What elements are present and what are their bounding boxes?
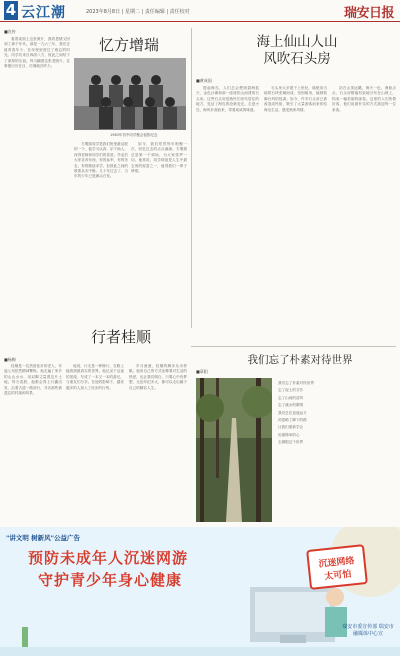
article2-byline: ■黄成国 <box>196 78 212 83</box>
column-divider <box>191 28 192 328</box>
forest-path-icon <box>196 378 272 522</box>
page-number: 4 <box>5 1 17 19</box>
ad-sign-line1: 沉迷网络 <box>318 556 356 570</box>
ad-credit: 瑞安市委宣传部 瑞安市融媒体中心宣 <box>342 624 394 637</box>
ad-headline-2: 守护青少年身心健康 <box>38 571 183 589</box>
article2-title <box>232 34 362 68</box>
ad-tag: "讲文明 树新风"公益广告 <box>6 534 81 542</box>
newspaper-logo: 瑞安日报 <box>343 6 394 21</box>
article3-byline: ■杨梅 <box>4 357 16 362</box>
poem-line: 忘了泥土的芬芳 <box>278 388 304 393</box>
ad-headline-1: 预防未成年人沉迷网游 <box>28 549 189 567</box>
poem-line: 忘了山间的清风 <box>278 395 304 400</box>
article2-title-line1: 海上仙山人山 <box>256 34 338 50</box>
poem-line: 去拥抱这个世界 <box>278 440 304 445</box>
article4-title: 我们忘了朴素对待世界 <box>247 354 353 366</box>
article1-title: 忆方增瑞 <box>98 36 159 54</box>
article1-col3: 如今，我们依然每年相聚一次，回忆过去的点点滴滴。方增瑞总是第一个到场，为大家张罗一切。他常说，同学情谊是人生中最宝贵的财富之一，值得我们一辈子珍惜。 <box>131 142 187 174</box>
section-title: 云江潮 <box>21 5 66 21</box>
public-service-ad <box>0 527 400 656</box>
poem-line: 用最简单的心 <box>278 432 300 437</box>
poem-line: 让我们重新学会 <box>278 425 304 430</box>
article3-col2: 他说，行走是一种修行，在路上能看到最真实的世界。他记录下沿途的见闻，写成了一本又一本的游记，与朋友们分享。在他的影响下，越来越多的人加入了徒步的行列。 <box>66 364 124 390</box>
article4-photo <box>196 378 272 522</box>
poem-line: 忘了溪水的歌唱 <box>278 403 304 408</box>
page-header <box>0 0 400 22</box>
article3-col3: 岁月流逝，桂顺的脚步从未停歇。他用自己的方式诠释着对生活的热爱，也让我们明白，只要心中有梦想，无论年纪多大，都可以走出属于自己的精彩人生。 <box>129 364 187 390</box>
article3-title: 行者桂顺 <box>90 328 151 346</box>
article4-byline: ■章阳 <box>196 369 208 374</box>
ad-sign <box>306 544 368 590</box>
ad-sign-line2: 太可怕 <box>323 569 352 583</box>
article2-col2: 石头房大多建于上世纪，墙壁用当地的石块垒砌而成，坚固耐用，能够抵御台风的侵袭。如今，许多石头房已被改造成民宿，吸引了大量游客前来体验海岛生活，感受渔家风情。 <box>264 86 327 112</box>
article1-photo-caption: 1963年初中同学聚会留影纪念 <box>110 133 158 137</box>
poem-line: 我们忘了朴素对待世界 <box>278 381 314 385</box>
article4-poem <box>278 380 396 520</box>
article1-photo <box>74 58 186 130</box>
poem-line: 我们总在追逐远方 <box>278 410 307 415</box>
article1-col2: 方增瑞同学是我们班里最活跃的一个，他学习认真，乐于助人，深得老师和同学们的喜爱。毕业后大家各奔东西，有的参军，有的务农，有的继续求学，但彼此之间的联系从未中断。几十年过去了，当年的少年已是满头白发。 <box>74 142 128 179</box>
article2-col1: 提起海岛，人们总会想到碧海蓝天、金色沙滩和那一座座依山而建的石头房。这些石头房是渔民们世代居住的地方，见证了海岛的沧桑变迁。走进小岛，海风扑面而来，带着咸咸的味道。 <box>196 86 259 112</box>
article1-tag: ■宣传 <box>4 29 16 34</box>
article1-col1: 看着桌面上这张照片，我的思绪又回到了那个年代。那是一九六三年，我们正值青春年少，在母校里度过了难忘的时光。同学们来自四面八方，彼此之间结下了深厚的友谊。每当翻看这张老照片，往事便历历在目，仿佛就在昨天。 <box>4 37 70 69</box>
header-meta: 2023年8月8日 | 星期二 | 责任编辑 | 责任校对 <box>86 9 190 15</box>
article2-title-line2: 风吹石头房 <box>263 51 331 67</box>
poem-line: 却忽略了脚下的路 <box>278 418 307 423</box>
article3-col1: 桂顺是一位热爱徒步的老人，年逾七旬依然精神矍铄。他走遍了家乡的山山水水，用双脚丈量着这片土地。每天清晨，他都会背上行囊出发，沿着古道一路前行，寻访那些被遗忘的村落和风景。 <box>4 364 62 396</box>
group-photo-icon <box>74 58 186 130</box>
article2-col3: 站在山顶远眺，海天一色，渔船点点，石头房错落有致地分布在山坡上，构成一幅美丽的画卷。这里的人们热情好客，他们用最朴实的方式欢迎每一位来客。 <box>332 86 396 112</box>
row-divider <box>191 346 396 347</box>
